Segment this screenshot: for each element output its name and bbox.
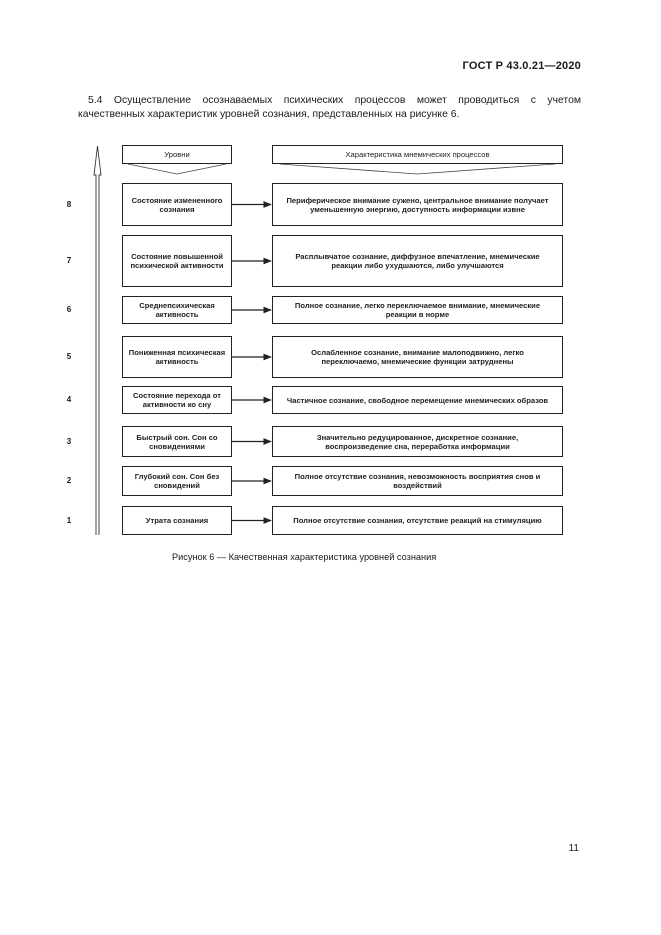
level-characteristic-box: Периферическое внимание сужено, центральное внимание получает уменьшенную энергию, доступность информации извне	[272, 183, 563, 226]
level-number: 8	[66, 199, 72, 209]
level-state-box: Утрата сознания	[122, 506, 232, 535]
right-header-pointer	[280, 164, 555, 174]
level-state-box: Глубокий сон. Сон без сновидений	[122, 466, 232, 496]
level-state-box: Среднепсихическая активность	[122, 296, 232, 324]
figure-caption: Рисунок 6 — Качественная характеристика уровней сознания	[172, 552, 437, 562]
level-characteristic-box: Полное отсутствие сознания, невозможность восприятия снов и воздействий	[272, 466, 563, 496]
document-code: ГОСТ Р 43.0.21—2020	[462, 60, 581, 72]
intro-paragraph: 5.4 Осуществление осознаваемых психических процессов может проводиться с учетом качественных характеристик уровней сознания, представленных на рисунке 6.	[78, 95, 581, 120]
level-characteristic-box: Ослабленное сознание, внимание малоподвижно, легко переключаемо, мнемические функции затруднены	[272, 336, 563, 378]
level-number: 3	[66, 436, 72, 446]
level-number: 7	[66, 256, 72, 265]
left-header-pointer	[128, 164, 226, 174]
characteristics-header: Характеристика мнемических процессов	[272, 145, 563, 164]
level-characteristic-box: Значительно редуцированное, дискретное сознание, воспроизведение сна, переработка информации	[272, 426, 563, 457]
level-characteristic-box: Частичное сознание, свободное перемещение мнемических образов	[272, 386, 563, 414]
level-number: 2	[66, 476, 72, 485]
level-number: 5	[66, 352, 72, 361]
level-state-box: Состояние повышенной психической активности	[122, 235, 232, 287]
page-number: 11	[568, 843, 579, 854]
level-characteristic-box: Полное отсутствие сознания, отсутствие реакций на стимуляцию	[272, 506, 563, 535]
level-number: 4	[66, 395, 72, 404]
level-state-box: Быстрый сон. Сон со сновидениями	[122, 426, 232, 457]
level-state-box: Состояние измененного сознания	[122, 183, 232, 226]
level-number: 1	[66, 515, 72, 525]
level-characteristic-box: Расплывчатое сознание, диффузное впечатление, мнемические реакции либо ухудшаются, либо улучшаются	[272, 235, 563, 287]
levels-header: Уровни	[122, 145, 232, 164]
level-state-box: Пониженная психическая активность	[122, 336, 232, 378]
level-characteristic-box: Полное сознание, легко переключаемое внимание, мнемические реакции в норме	[272, 296, 563, 324]
vertical-scale-arrow	[94, 146, 101, 535]
level-state-box: Состояние перехода от активности ко сну	[122, 386, 232, 414]
level-number: 6	[66, 305, 72, 314]
